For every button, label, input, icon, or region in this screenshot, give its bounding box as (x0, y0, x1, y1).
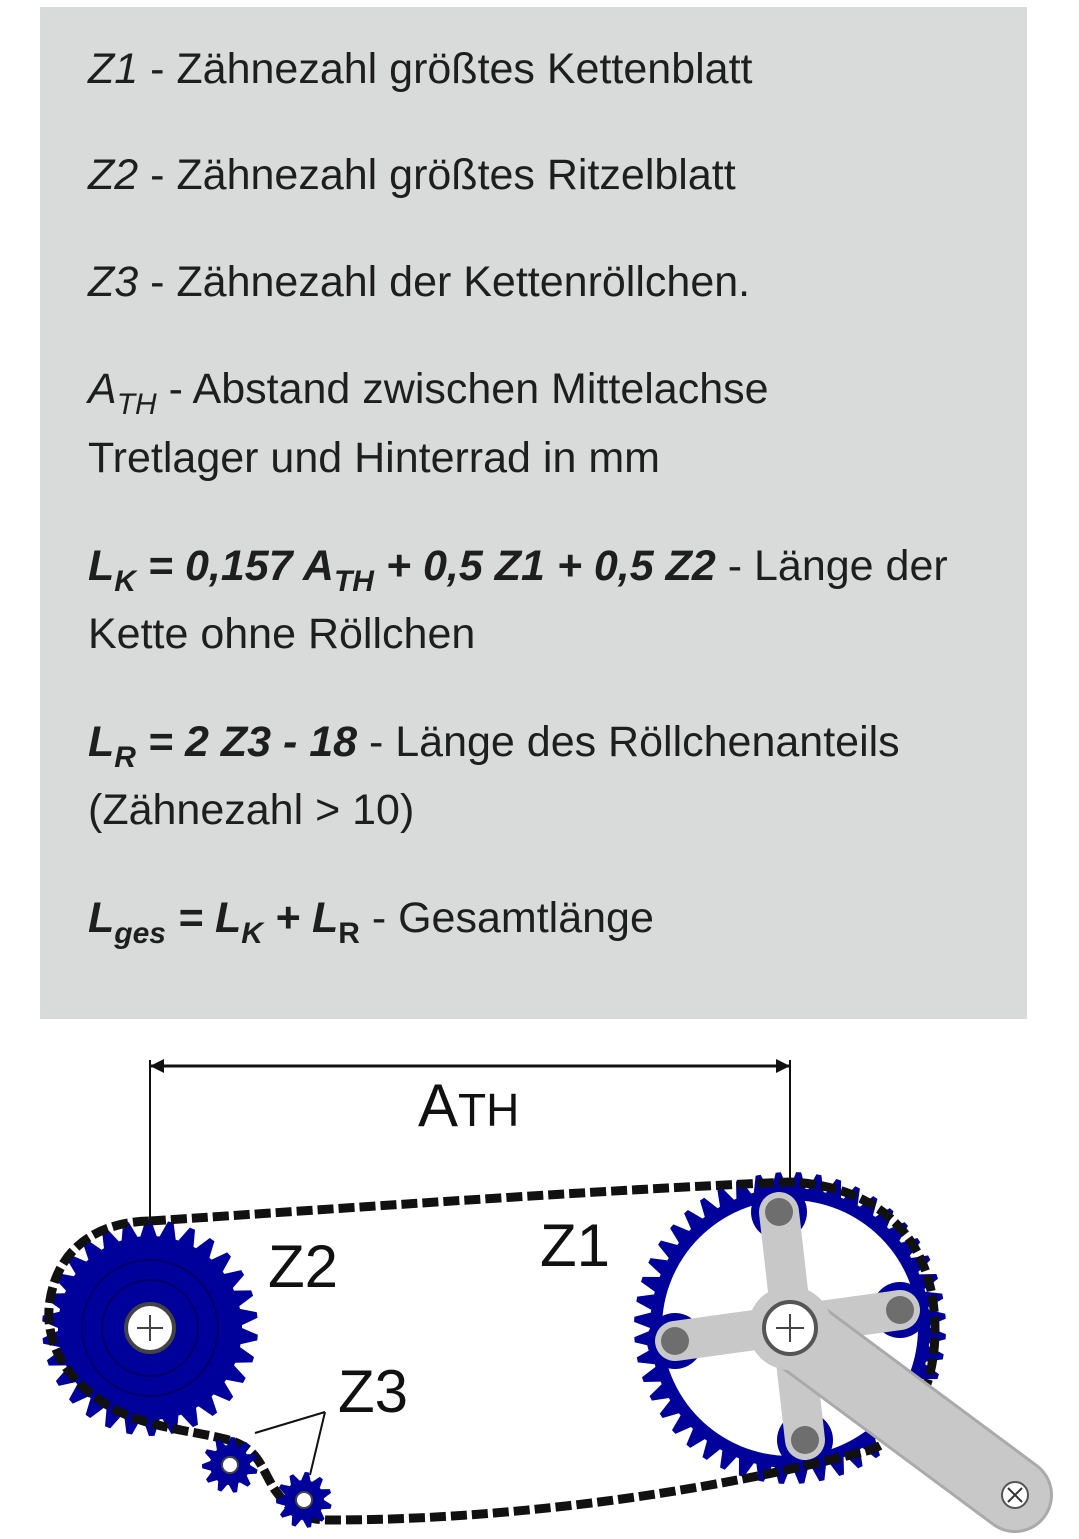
lk-description: - Länge der (715, 542, 948, 590)
z2-label: Z2 (268, 1233, 339, 1300)
definition-z2 (88, 150, 736, 200)
formula-lk (88, 541, 948, 607)
definition-z1 (88, 44, 752, 94)
z3-symbol: Z3 (88, 258, 139, 306)
z3-pointer-lines (255, 1412, 325, 1475)
definition-ath-line2: Tretlager und Hinterrad in mm (88, 434, 660, 482)
lr-lhs-subscript: R (114, 741, 136, 774)
jockey-wheel-lower (276, 1472, 332, 1528)
z2-symbol: Z2 (88, 151, 139, 199)
formula-lges (88, 893, 654, 959)
lr-description: - Länge des Röllchenanteils (357, 718, 900, 766)
ath-description: - Abstand zwischen Mittelachse (156, 365, 769, 413)
lr-lhs: L (88, 718, 115, 766)
z3-description: - Zähnezahl der Kettenröllchen. (138, 258, 751, 306)
definition-ath (88, 364, 769, 430)
ath-subscript: TH (116, 388, 157, 421)
z1-symbol: Z1 (88, 45, 139, 93)
lr-term-1: = 2 Z3 - 18 (135, 718, 358, 766)
z3-label: Z3 (338, 1358, 409, 1425)
lk-term-1-subscript: TH (333, 565, 374, 598)
ath-label: ATH (418, 1072, 520, 1139)
chain-drive-diagram (0, 1030, 1079, 1539)
z2-description: - Zähnezahl größtes Ritzelblatt (138, 151, 736, 199)
lges-lhs: L (88, 894, 115, 942)
lges-term-1: = L (165, 894, 242, 942)
lges-lhs-subscript: ges (114, 917, 166, 950)
ath-symbol: A (88, 365, 117, 413)
lges-term-1-subscript: K (241, 917, 263, 950)
formula-lk-line2: Kette ohne Röllchen (88, 610, 476, 658)
lges-description: - Gesamtlänge (359, 894, 654, 942)
lges-term-2-subscript: R (338, 917, 360, 950)
formula-lr (88, 717, 900, 783)
z1-description: - Zähnezahl größtes Kettenblatt (138, 45, 753, 93)
formula-lr-line2: (Zähnezahl > 10) (88, 786, 415, 834)
lk-term-2: + 0,5 Z1 + 0,5 Z2 (373, 542, 716, 590)
lk-lhs-subscript: K (114, 565, 136, 598)
lk-term-1: = 0,157 A (135, 542, 334, 590)
definition-z3 (88, 257, 750, 307)
lk-lhs: L (88, 542, 115, 590)
pedal-axle (1002, 1482, 1028, 1508)
z1-label: Z1 (540, 1212, 611, 1279)
lges-term-2: + L (262, 894, 339, 942)
